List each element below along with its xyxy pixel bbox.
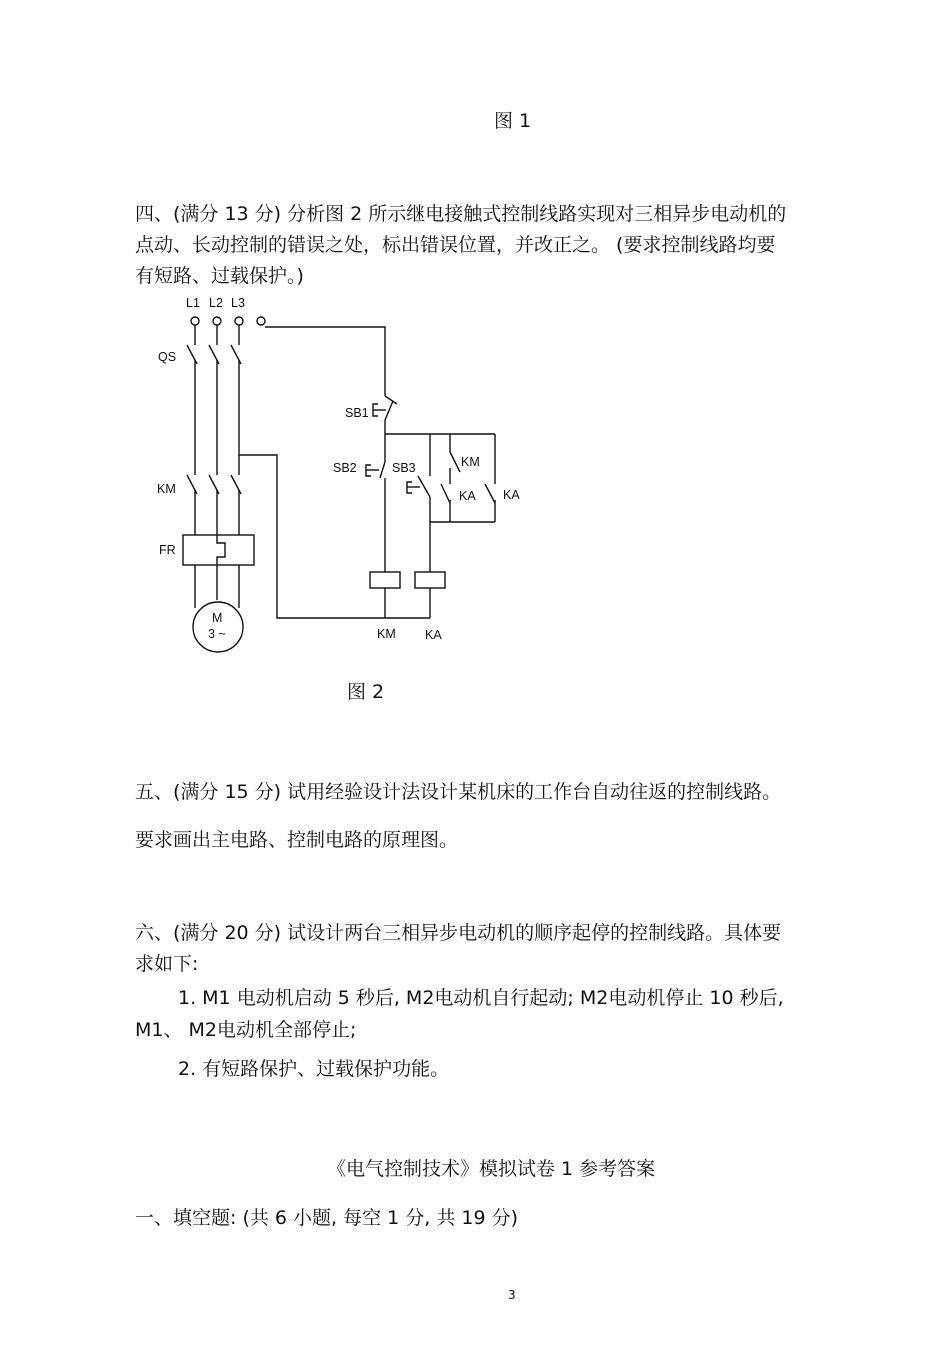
question-6-item-2: 2. 有短路保护、过载保护功能。 — [178, 1058, 450, 1080]
label-motor-phase: 3 ~ — [208, 627, 226, 641]
label-ka-coil: KA — [425, 628, 442, 642]
label-ka-contact-2: KA — [503, 488, 520, 502]
page-number: 3 — [508, 1288, 516, 1302]
control-circuit-wires — [265, 327, 495, 618]
label-sb1: SB1 — [345, 406, 369, 420]
question-6-item-1a: 1. M1 电动机启动 5 秒后, M2电动机自行起动; M2电动机停止 10 秒后, — [178, 987, 784, 1009]
label-sb3: SB3 — [392, 461, 416, 475]
question-5-line-2: 要求画出主电路、控制电路的原理图。 — [135, 829, 459, 851]
figure-1-caption: 图 1 — [494, 110, 532, 132]
label-fr: FR — [159, 543, 176, 557]
question-4-line-2: 点动、长动控制的错误之处，标出错误位置，并改正之。 (要求控制线路均要 — [135, 234, 776, 256]
label-motor-m: M — [212, 611, 223, 625]
question-5-line-1: 五、(满分 15 分) 试用经验设计法设计某机床的工作台自动往返的控制线路。 — [135, 781, 782, 803]
label-l1: L1 — [186, 296, 200, 310]
label-sb2: SB2 — [333, 461, 357, 475]
figure-2-caption: 图 2 — [347, 681, 385, 703]
thermal-relay-fr — [183, 535, 254, 565]
label-km-main: KM — [157, 482, 176, 496]
label-km-contact: KM — [461, 455, 480, 469]
label-l2: L2 — [209, 296, 223, 310]
question-6-line-2: 求如下: — [135, 953, 199, 975]
label-km-coil: KM — [377, 627, 396, 641]
label-qs: QS — [158, 350, 177, 364]
question-4-line-1: 四、(满分 13 分) 分析图 2 所示继电接触式控制线路实现对三相异步电动机的 — [135, 203, 787, 225]
question-6-item-1b: M1、 M2电动机全部停止; — [135, 1019, 357, 1041]
question-6-line-1: 六、(满分 20 分) 试设计两台三相异步电动机的顺序起停的控制线路。具体要 — [135, 922, 782, 944]
question-4-line-3: 有短路、过载保护。) — [135, 265, 304, 287]
answer-key-title: 《电气控制技术》模拟试卷 1 参考答案 — [327, 1158, 656, 1180]
label-ka-contact-1: KA — [459, 489, 476, 503]
supply-terminals — [191, 317, 265, 325]
label-l3: L3 — [231, 296, 245, 310]
section-1-heading: 一、填空题: (共 6 小题, 每空 1 分, 共 19 分) — [135, 1207, 519, 1229]
